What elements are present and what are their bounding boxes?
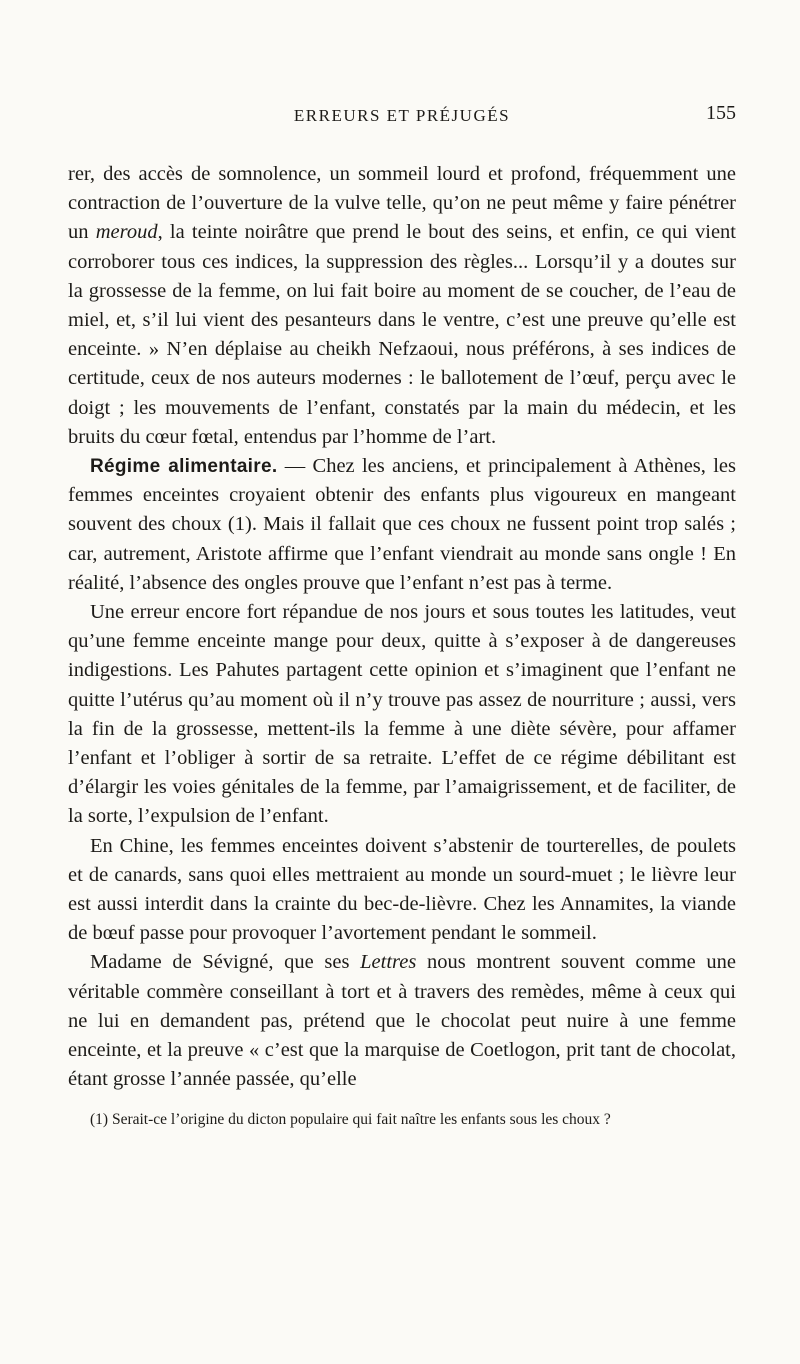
paragraph-text: rer, des accès de somnolence, un sommeil lourd et profond, fréquemment une contraction de l’ouverture de la vulve telle, qu’on ne peut même y faire pénétrer un: [68, 163, 736, 244]
running-head: [68, 98, 736, 134]
paragraph: Une erreur encore fort répandue de nos jours et sous toutes les latitudes, veut qu’une femme enceinte mange pour deux, quitte à s’exposer à de dangereuses indigestions. Les Pahutes partagent cette opinion et s’imaginent que l’enfant ne quitte l’utérus qu’au moment où il n’y trouve pas assez de nourriture ; aussi, vers la fin de la grossesse, mettent-ils la femme à une diète sévère, pour affamer l’enfant et l’obliger à sortir de sa retraite. L’effet de ce régime débilitant est d’élargir les voies génitales de la femme, par l’amaigrissement, et de faciliter, de la sorte, l’expulsion de l’enfant.: [68, 601, 736, 828]
book-page: [68, 98, 736, 1131]
italic-title: Lettres: [360, 951, 417, 974]
italic-term: meroud: [95, 221, 158, 244]
paragraph-continuation: [68, 160, 736, 452]
paragraph: En Chine, les femmes enceintes doivent s’abstenir de tourterelles, de poulets et de canards, sans quoi elles mettraient au monde un sourd-muet ; le lièvre leur est aussi interdit dans la crainte du bec-de-lièvre. Chez les Annamites, la viande de bœuf passe pour provoquer l’avortement pendant le sommeil.: [68, 834, 736, 945]
paragraph-text: Madame de Sévigné, que ses: [90, 951, 361, 974]
paragraph-regime: [68, 452, 736, 598]
paragraph-text: nous montrent souvent comme une véritable commère conseillant à tort et à travers des remèdes, même à ceux qui ne lui en demandent pas, prétend que le chocolat peut nuire à une femme enceinte, et la preuve « c’est que la marquise de Coetlogon, prit tant de chocolat, étant grosse l’année passée, qu’elle: [68, 951, 736, 1091]
page-number: 155: [706, 102, 736, 124]
paragraph-sevigne: [68, 948, 736, 1094]
footnote: (1) Serait-ce l’origine du dicton populaire qui fait naître les enfants sous les choux ?: [90, 1110, 611, 1128]
paragraph-text: — Chez les anciens, et principalement à Athènes, les femmes enceintes croyaient obtenir des enfants plus vigoureux en mangeant souvent des choux (1). Mais il fallait que ces choux ne fussent point trop salés ; car, autrement, Aristote affirme que l’enfant viendrait au monde sans ongle ! En réalité, l’absence des ongles prouve que l’enfant n’est pas à terme.: [68, 455, 736, 594]
section-heading: Régime alimentaire.: [90, 456, 278, 478]
body-text: [68, 160, 736, 1095]
paragraph-text: , la teinte noirâtre que prend le bout des seins, et enfin, ce qui vient corroborer tous ces indices, la suppression des règles... Lorsqu’il y a doutes sur la grossesse de la femme, on lui fait boire au moment de se coucher, de l’eau de miel, et, s’il lui vient des pesanteurs dans le ventre, c’est une preuve qu’elle est enceinte. » N’en déplaise au cheikh Nefzaoui, nous préférons, à ses indices de certitude, ceux de nos auteurs modernes : le ballotement de l’œuf, perçu avec le doigt ; les mouvements de l’enfant, constatés par la main du médecin, et les bruits du cœur fœtal, entendus par l’homme de l’art.: [68, 221, 736, 448]
running-title: ERREURS ET PRÉJUGÉS: [293, 106, 511, 125]
